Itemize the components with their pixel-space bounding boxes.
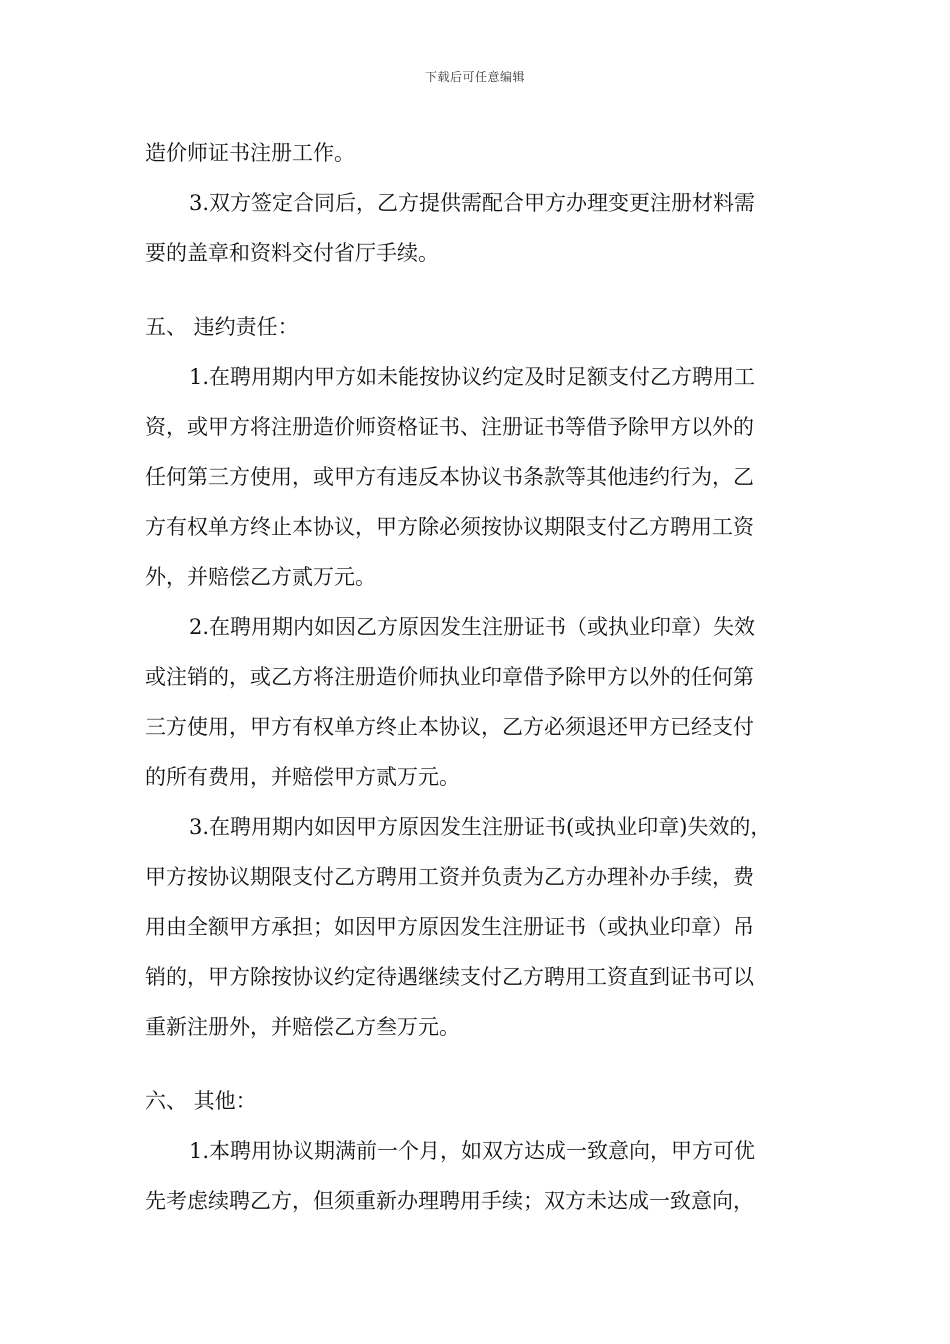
page-header: 下载后可任意编辑 [424, 70, 525, 84]
paragraph-line: 1.本聘用协议期满前一个月，如双方达成一致意向，甲方可优 [189, 1139, 756, 1163]
paragraph-line: 或注销的，或乙方将注册造价师执业印章借予除甲方以外的任何第 [145, 665, 754, 689]
paragraph-line: 三方使用，甲方有权单方终止本协议，乙方必须退还甲方已经支付 [145, 715, 754, 739]
paragraph-line: 1.在聘用期内甲方如未能按协议约定及时足额支付乙方聘用工 [189, 365, 756, 389]
paragraph-line: 重新注册外，并赔偿乙方叁万元。 [145, 1015, 460, 1039]
paragraph-line: 销的，甲方除按协议约定待遇继续支付乙方聘用工资直到证书可以 [145, 965, 754, 989]
paragraph-line: 先考虑续聘乙方，但须重新办理聘用手续；双方未达成一致意向， [145, 1189, 754, 1213]
paragraph-line: 的所有费用，并赔偿甲方贰万元。 [145, 765, 460, 789]
paragraph-line: 3.双方签定合同后，乙方提供需配合甲方办理变更注册材料需 [189, 191, 756, 215]
paragraph-line: 方有权单方终止本协议，甲方除必须按协议期限支付乙方聘用工资 [145, 515, 754, 539]
paragraph-line: 2.在聘用期内如因乙方原因发生注册证书（或执业印章）失效 [189, 615, 756, 639]
paragraph-line: 3.在聘用期内如因甲方原因发生注册证书(或执业印章)失效的， [189, 815, 772, 839]
section-heading-breach: 五、 违约责任： [145, 315, 299, 339]
paragraph-line: 外，并赔偿乙方贰万元。 [145, 565, 376, 589]
paragraph-line: 资，或甲方将注册造价师资格证书、注册证书等借予除甲方以外的 [145, 415, 754, 439]
section-heading-other: 六、 其他： [145, 1089, 257, 1113]
paragraph-line: 用由全额甲方承担；如因甲方原因发生注册证书（或执业印章）吊 [145, 915, 754, 939]
paragraph-line: 任何第三方使用，或甲方有违反本协议书条款等其他违约行为，乙 [145, 465, 754, 489]
paragraph-line: 甲方按协议期限支付乙方聘用工资并负责为乙方办理补办手续，费 [145, 865, 754, 889]
paragraph-line: 造价师证书注册工作。 [145, 141, 355, 165]
paragraph-line: 要的盖章和资料交付省厅手续。 [145, 241, 439, 265]
document-body [145, 128, 807, 1226]
